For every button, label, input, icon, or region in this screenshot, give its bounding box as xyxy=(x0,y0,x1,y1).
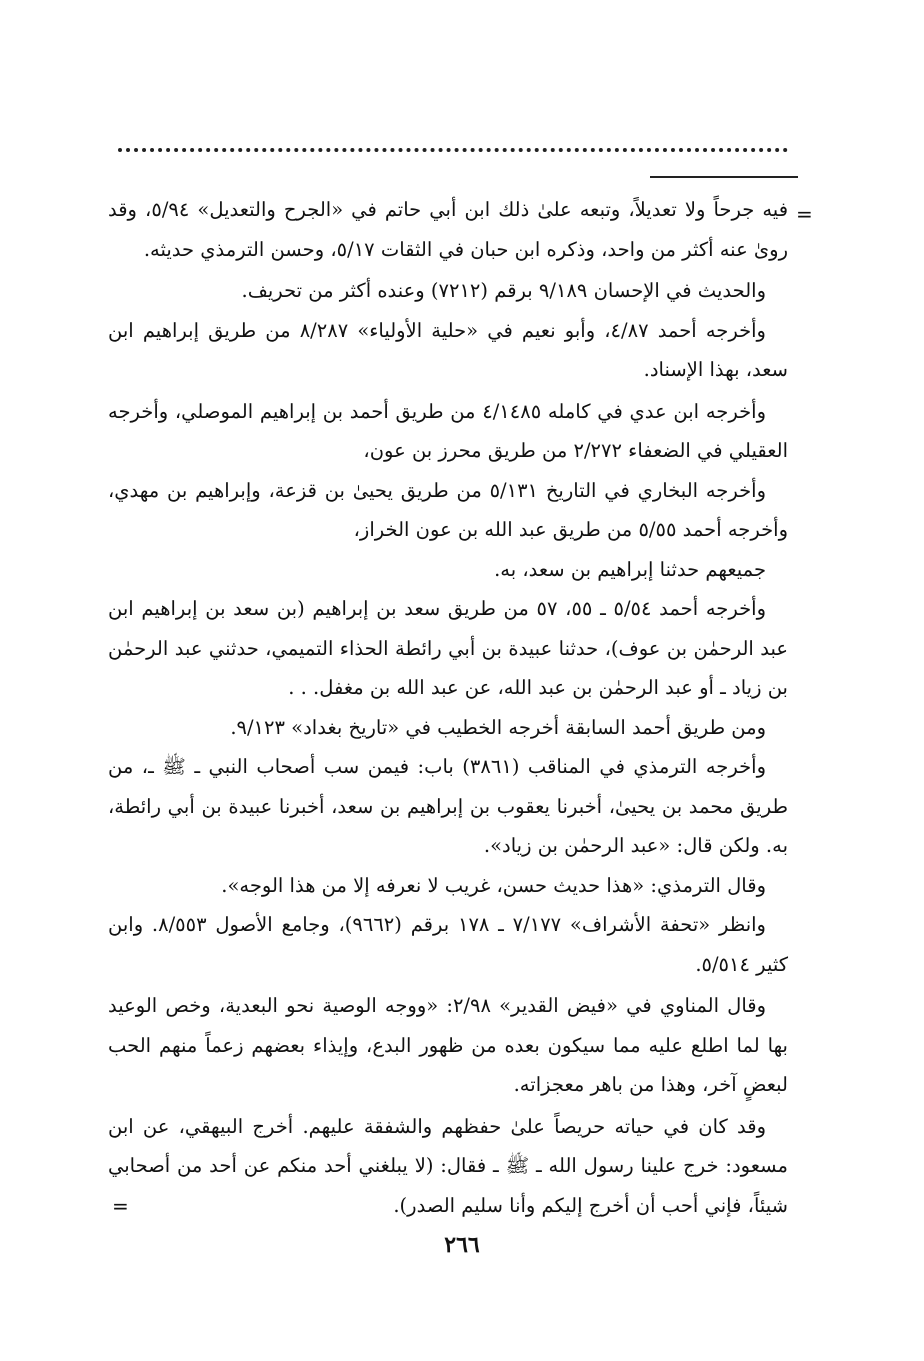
continuation-mark-bottom: = xyxy=(112,1194,129,1218)
paragraph-5: وأخرجه البخاري في التاريخ ٥/١٣١ من طريق يحيىٰ بن قزعة، وإبراهيم بن مهدي، وأخرجه أحمد ٥/٥٥ من طريق عبد الله بن عون الخراز، xyxy=(108,478,788,541)
paragraph-8: ومن طريق أحمد السابقة أخرجه الخطيب في «تاريخ بغداد» ٩/١٢٣. xyxy=(230,715,766,739)
paragraph-3: وأخرجه أحمد ٤/٨٧، وأبو نعيم في «حلية الأولياء» ٨/٢٨٧ من طريق إبراهيم ابن سعد، بهذا الإسناد. xyxy=(108,318,788,381)
paragraph-1: فيه جرحاً ولا تعديلاً، وتبعه علىٰ ذلك ابن أبي حاتم في «الجرح والتعديل» ٥/٩٤، وقد روىٰ عنه أكثر من واحد، وذكره ابن حبان في الثقات ٥/١٧، وحسن الترمذي حديثه. xyxy=(108,198,789,261)
paragraph-13: وقد كان في حياته حريصاً علىٰ حفظهم والشفقة عليهم. أخرج البيهقي، عن ابن مسعود: خرج علينا رسول الله ـ ﷺ ـ فقال: (لا يبلغني أحد منكم عن أحد من أصحابي شيئاً، فإني أحب أن أخرج إليكم وأنا سليم الصدر). xyxy=(108,1114,788,1217)
paragraph-7: وأخرجه أحمد ٥/٥٤ ـ ٥٥، ٥٧ من طريق سعد بن إبراهيم (بن سعد بن إبراهيم ابن عبد الرحمٰن بن عوف)، حدثنا عبيدة بن أبي رائطة الحذاء التميمي، حدثني عبد الرحمٰن بن زياد ـ أو عبد الرحمٰن بن عبد الله، عن عبد الله بن مغفل. . . xyxy=(108,597,788,699)
footnote-text xyxy=(108,190,788,1225)
paragraph-2: والحديث في الإحسان ٩/١٨٩ برقم (٧٢١٢) وعنده أكثر من تحريف. xyxy=(241,279,766,302)
paragraph-6: جميعهم حدثنا إبراهيم بن سعد، به. xyxy=(494,557,766,581)
paragraph-10: وقال الترمذي: «هذا حديث حسن، غريب لا نعرفه إلا من هذا الوجه». xyxy=(221,873,766,897)
footnote-rule xyxy=(650,176,798,178)
paragraph-9: وأخرجه الترمذي في المناقب (٣٨٦١) باب: فيمن سب أصحاب النبي ـ ﷺ ـ، من طريق محمد بن يحيىٰ، أخبرنا يعقوب بن إبراهيم بن سعد، أخبرنا عبيدة بن أبي رائطة، به. ولكن قال: «عبد الرحمٰن بن زياد». xyxy=(108,755,788,857)
paragraph-12: وقال المناوي في «فيض القدير» ٢/٩٨: «ووجه الوصية نحو البعدية، وخص الوعيد بها لما اطلع عليه مما سيكون بعده من ظهور البدع، وإيذاء بعضهم زعماً منهم الحب لبعضٍ آخر، وهذا من باهر معجزاته. xyxy=(108,994,788,1096)
paragraph-4: وأخرجه ابن عدي في كامله ٤/١٤٨٥ من طريق أحمد بن إبراهيم الموصلي، وأخرجه العقيلي في الضعفاء ٢/٢٧٢ من طريق محرز بن عون، xyxy=(108,399,788,462)
paragraph-11: وانظر «تحفة الأشراف» ٧/١٧٧ ـ ١٧٨ برقم (٩٦٦٢)، وجامع الأصول ٨/٥٥٣. وابن كثير ٥/٥١٤. xyxy=(108,913,788,976)
page-number: ٢٦٦ xyxy=(444,1232,480,1258)
dotted-separator xyxy=(118,148,788,158)
continuation-mark-top: = xyxy=(796,202,813,226)
